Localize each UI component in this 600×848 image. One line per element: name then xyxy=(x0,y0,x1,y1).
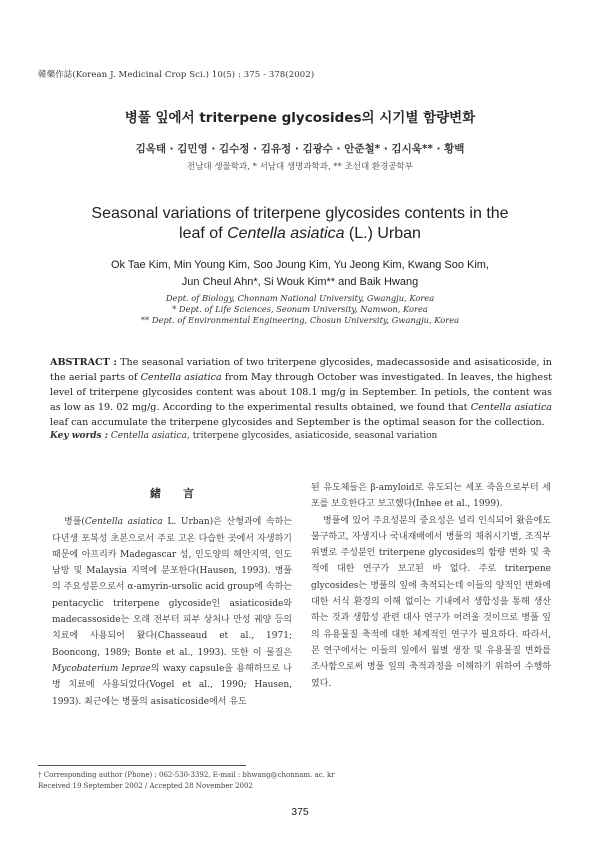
english-affiliations xyxy=(60,293,540,326)
intro-text-a: 병풀( xyxy=(64,517,85,528)
intro-text-b: L. Urban)은 산형과에 속하는 다년생 포복성 초본으로서 주로 고온 다습한 곳에서 자생하기 때문에 아프리카 Madegascar 섬, 인도양의 해안지역, 인도 남방 및 Malaysia 지역에 분포한다(Hausen, 1993). 병풀의 주요성분으로서 α-amyrin-ursolic acid group에 속하는 pentacyclic triterpene glycoside인 asiaticoside와 madecassoside는 오래 전부터 피부 상처나 만성 궤양 등의 치료에 사용되어 왔다(Chasseaud et al., 1971; Booncong, 1989; Bonte et al., 1993). 또한 이 물질은 xyxy=(52,517,292,658)
affiliation-3: ** Dept. of Environmental Engineering, Chosun University, Gwangju, Korea xyxy=(140,315,460,325)
english-authors-line2: Jun Cheul Ahn*, Si Wouk Kim** and Baik Hwang xyxy=(181,276,419,288)
keywords-list: triterpene glycosides, asiaticoside, seasonal variation xyxy=(189,431,438,441)
korean-affiliations: 전남대 생물학과, * 서남대 생명과학과, ** 조선대 환경공학부 xyxy=(187,162,413,172)
intro-paragraph-continued: 된 유도체들은 β-amyloid로 유도되는 세포 죽음으로부터 세포를 보호한다고 보고했다(Inhee et al., 1999). xyxy=(311,483,551,510)
english-title xyxy=(60,204,540,244)
intro-text-c: 의 waxy capsule을 용해하므로 나병 치료에 사용되었다(Vogel et al., 1990; Hausen, 1993). 최근에는 병풀의 asisaticoside에서 유도 xyxy=(52,663,292,707)
english-authors-line1: Ok Tae Kim, Min Young Kim, Soo Joung Kim, Yu Jeong Kim, Kwang Soo Kim, xyxy=(110,259,490,271)
english-title-suffix: (L.) Urban xyxy=(344,225,421,242)
species-name: Centella asiatica xyxy=(227,225,345,242)
abstract xyxy=(50,355,552,430)
intro-paragraph-1 xyxy=(52,514,292,710)
abstract-text-3: leaf can accumulate the triterpene glycosides and September is the optimal season for the collection. xyxy=(50,417,545,428)
footnote-rule xyxy=(38,765,246,766)
intro-bacterium: Mycobaterium leprae xyxy=(52,663,151,674)
right-column xyxy=(311,480,551,692)
affiliation-2: * Dept. of Life Sciences, Seonam University, Namwon, Korea xyxy=(172,304,428,314)
abstract-label: ABSTRACT : xyxy=(50,357,117,368)
abstract-species-1: Centella asiatica xyxy=(140,372,222,383)
english-title-line2 xyxy=(60,224,540,244)
page-number: 375 xyxy=(291,806,309,818)
received-accepted-dates: Received 19 September 2002 / Accepted 28 November 2002 xyxy=(38,782,253,790)
left-column xyxy=(52,480,292,710)
abstract-text-1: The seasonal variation of two triterpene glycosides, madecassoside and asisaticoside, in the aerial parts of xyxy=(50,357,552,383)
intro-paragraph-2: 병풀에 있어 주요성분의 중요성은 널리 인식되어 왔음에도 불구하고, 자생지나 국내재배에서 병풀의 채취시기별, 조직부위별로 주성분인 triterpene glycosides의 함량 변화 및 축적에 대한 연구가 보고된 바 없다. 주로 triterpene glycosides는 병풀의 잎에 축적되는데 이들의 양적인 변화에 대한 서식 환경의 이해 없이는 기내에서 생합성을 통해 생산하는 것과 생합성 관련 대사 연구가 어려울 것이므로 병풀 잎의 유용물질 축적에 대한 체계적인 연구가 필요하다. 따라서, 본 연구에서는 이들의 잎에서 월별 생장 및 유용물질 변화를 조사함으로써 병풀 잎의 축적과정을 이해하기 위하여 수행하였다. xyxy=(311,515,551,689)
korean-authors: 김옥태 · 김민영 · 김수정 · 김유정 · 김광수 · 안준철* · 김시욱** · 황백 xyxy=(135,143,465,155)
keywords-label: Key words : xyxy=(50,431,109,441)
english-authors xyxy=(60,257,540,291)
journal-citation: 韓藥作誌(Korean J. Medicinal Crop Sci.) 10(5) : 375 - 378(2002) xyxy=(38,70,315,80)
affiliation-1: Dept. of Biology, Chonnam National University, Gwangju, Korea xyxy=(165,293,435,303)
footnote xyxy=(38,770,335,792)
keywords-species: Centella asiatica, xyxy=(108,431,190,441)
abstract-species-2: Centella asiatica xyxy=(470,402,552,413)
english-title-line1: Seasonal variations of triterpene glycosides contents in the xyxy=(91,205,509,222)
keywords xyxy=(50,431,552,441)
korean-title: 병풀 잎에서 triterpene glycosides의 시기별 함량변화 xyxy=(124,110,476,126)
intro-species: Centella asiatica xyxy=(84,517,163,528)
english-title-prefix: leaf of xyxy=(179,225,228,242)
abstract-text-2: from May through October was investigated. In leaves, the highest level of triterpene glycosides content was about 108.1 mg/g in September. In petiols, the content was as low as 19. 02 mg/g. According to the experimental results obtained, we found that xyxy=(50,372,552,413)
corresponding-author: † Corresponding author (Phone) : 062-530-3392, E-mail : bhwang@chonnam. ac. kr xyxy=(38,771,335,779)
section-heading-introduction: 緒言 xyxy=(150,487,216,500)
